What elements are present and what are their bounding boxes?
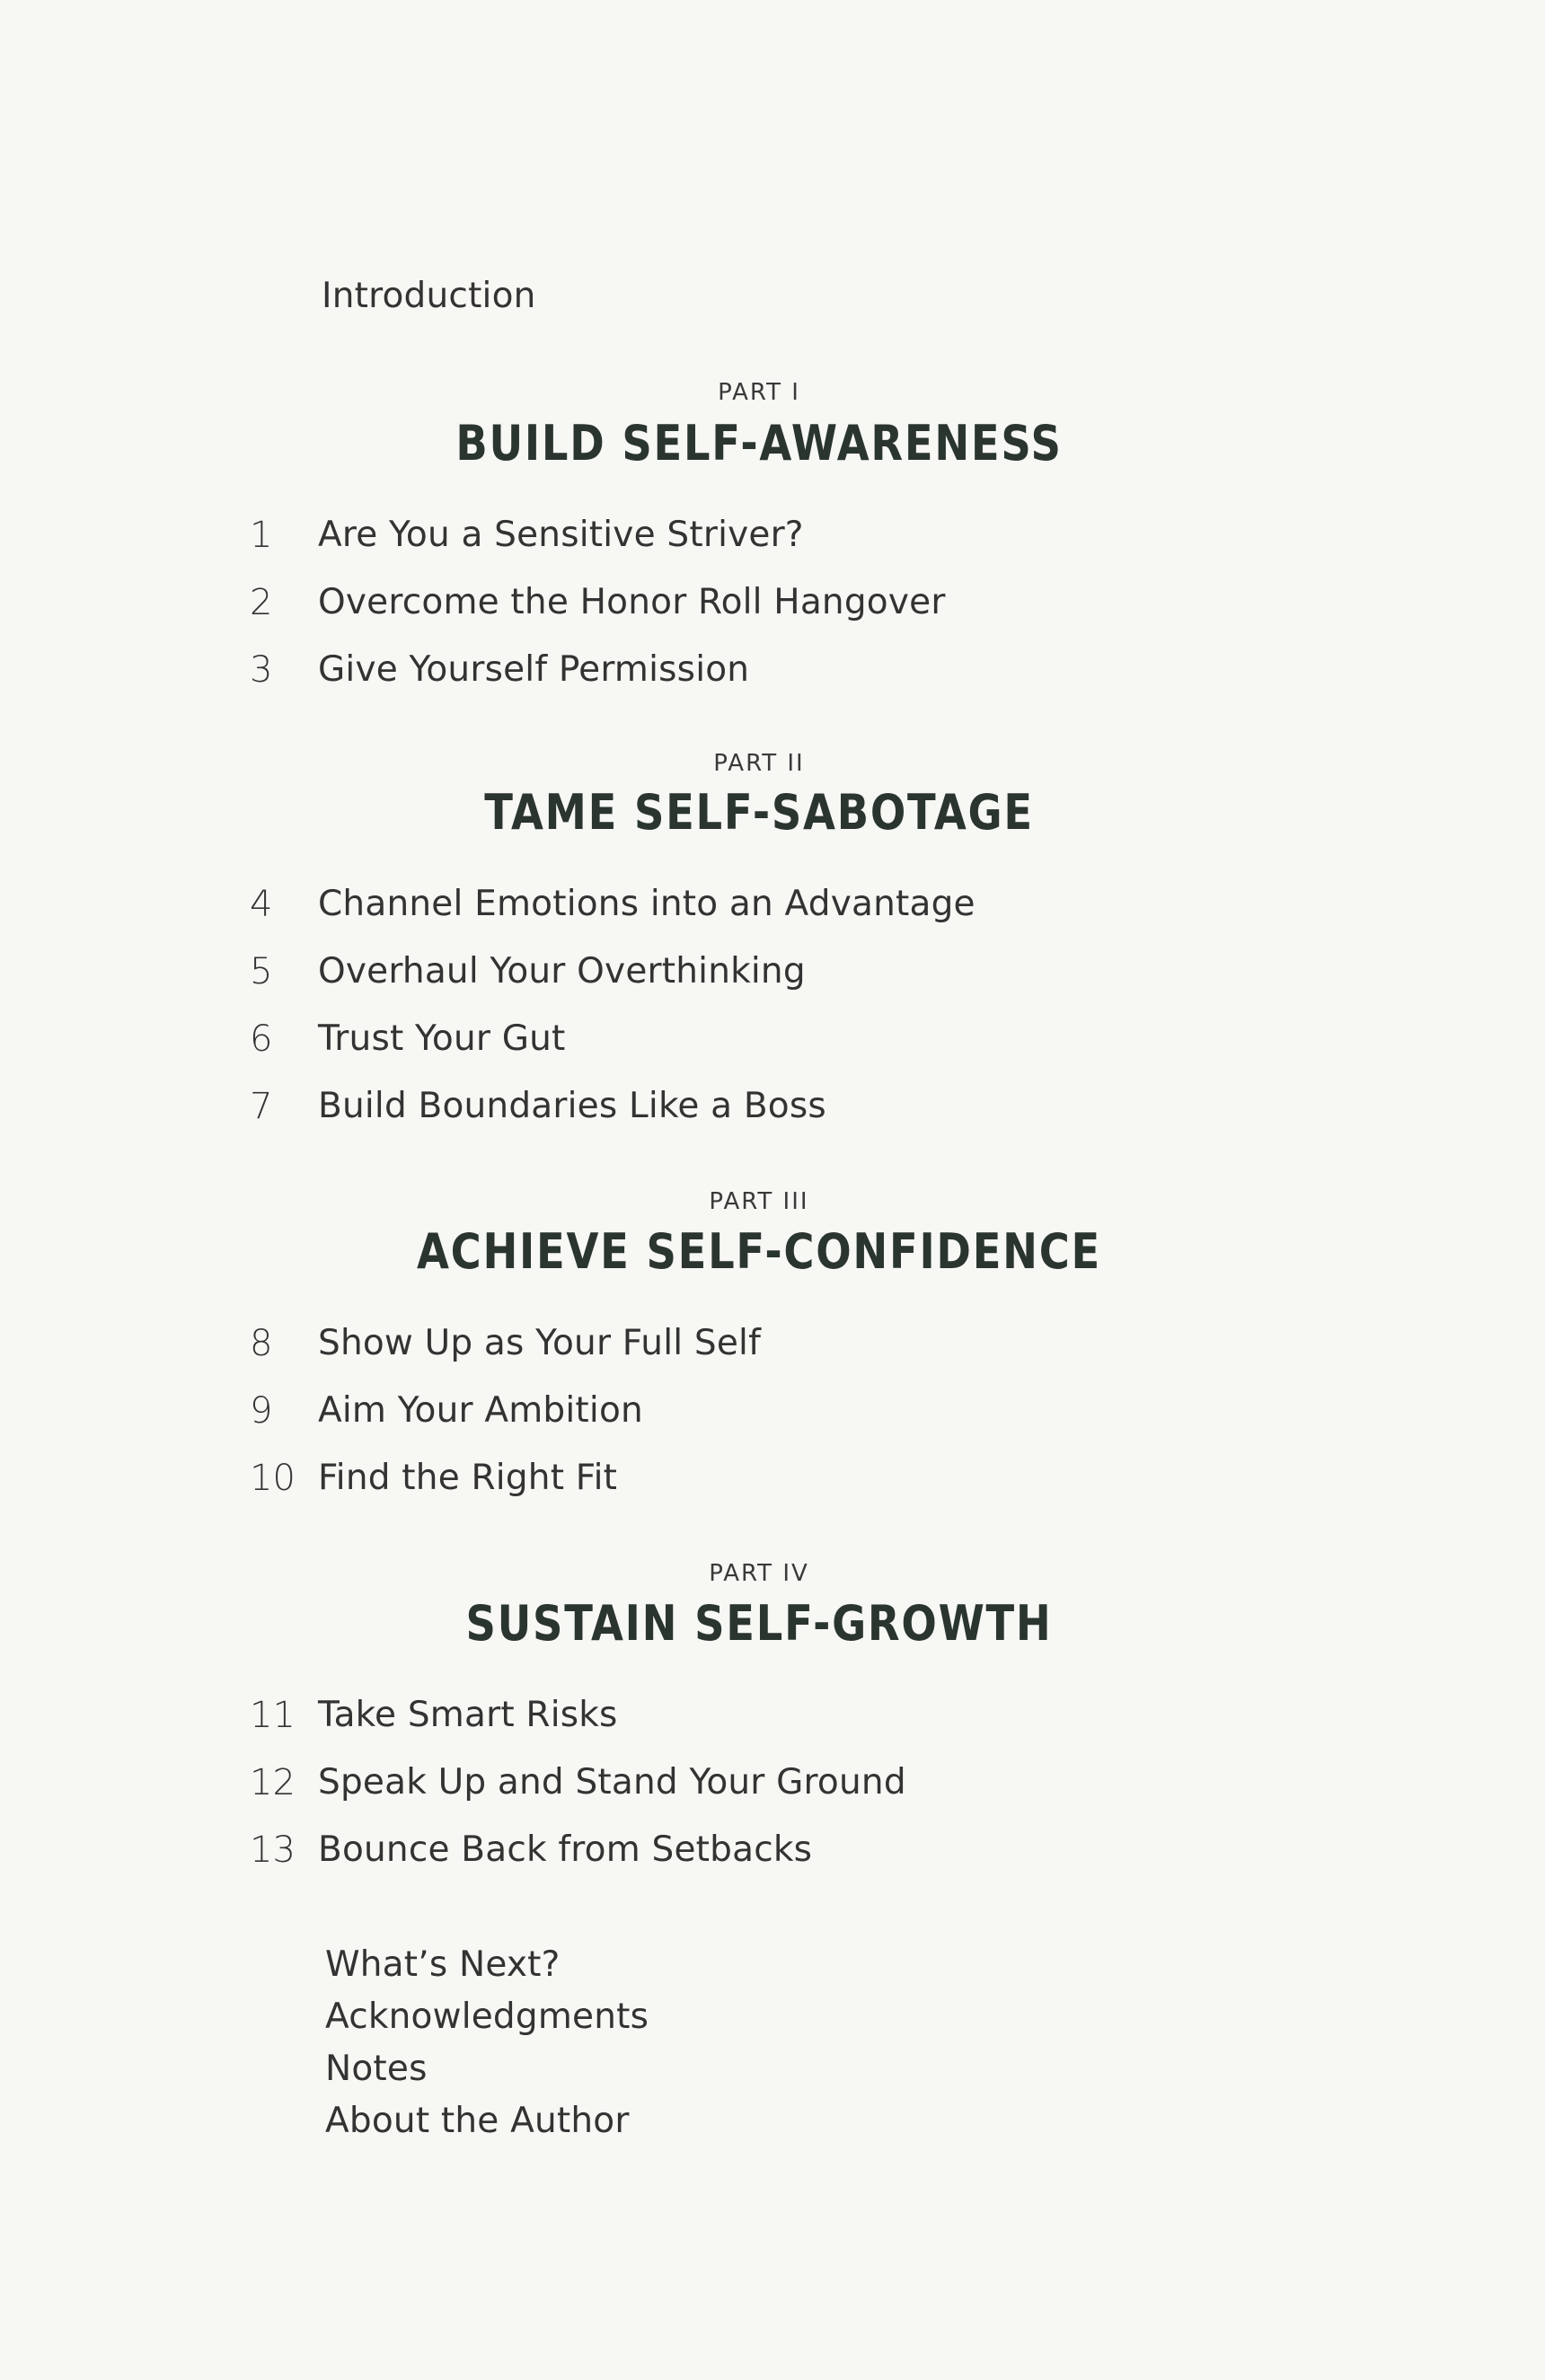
entry-title: What’s Next? xyxy=(325,1944,561,1985)
chapter-number: 12 xyxy=(250,1762,296,1803)
chapter-title: Take Smart Risks xyxy=(318,1695,618,1735)
chapter-number: 2 xyxy=(250,582,273,623)
chapter-number: 8 xyxy=(250,1323,273,1364)
chapter-number: 13 xyxy=(250,1829,296,1871)
chapter-number: 1 xyxy=(250,515,273,556)
chapter-title: Overcome the Honor Roll Hangover xyxy=(318,582,946,622)
chapter-title: Aim Your Ambition xyxy=(318,1390,643,1431)
chapter-number: 4 xyxy=(250,884,273,925)
chapter-title: Channel Emotions into an Advantage xyxy=(318,884,976,924)
chapter-number: 6 xyxy=(250,1018,273,1060)
chapter-title: Trust Your Gut xyxy=(318,1018,566,1059)
entry-title: Acknowledgments xyxy=(325,1997,649,2037)
chapter-number: 3 xyxy=(250,649,273,691)
part-label: PART IV xyxy=(709,1560,809,1587)
chapter-number: 5 xyxy=(250,951,273,992)
entry-title: Notes xyxy=(325,2049,428,2089)
part-label: PART III xyxy=(709,1188,809,1215)
chapter-title: Bounce Back from Setbacks xyxy=(318,1829,813,1870)
chapter-title: Give Yourself Permission xyxy=(318,649,750,690)
part-title: ACHIEVE SELF-CONFIDENCE xyxy=(416,1223,1101,1280)
entry-title: About the Author xyxy=(325,2101,630,2141)
chapter-title: Find the Right Fit xyxy=(318,1458,618,1498)
chapter-title: Are You a Sensitive Striver? xyxy=(318,515,804,555)
entry-title: Introduction xyxy=(322,276,536,316)
chapter-title: Overhaul Your Overthinking xyxy=(318,951,806,992)
part-label: PART II xyxy=(713,750,805,777)
chapter-number: 11 xyxy=(250,1695,296,1736)
part-title: SUSTAIN SELF-GROWTH xyxy=(465,1595,1053,1652)
part-title: TAME SELF-SABOTAGE xyxy=(484,784,1034,841)
chapter-number: 7 xyxy=(250,1086,273,1127)
part-title: BUILD SELF-AWARENESS xyxy=(455,415,1063,472)
chapter-number: 10 xyxy=(250,1458,296,1499)
chapter-title: Build Boundaries Like a Boss xyxy=(318,1086,826,1126)
chapter-number: 9 xyxy=(250,1390,273,1432)
part-label: PART I xyxy=(718,379,800,406)
chapter-title: Show Up as Your Full Self xyxy=(318,1323,761,1363)
chapter-title: Speak Up and Stand Your Ground xyxy=(318,1762,906,1803)
